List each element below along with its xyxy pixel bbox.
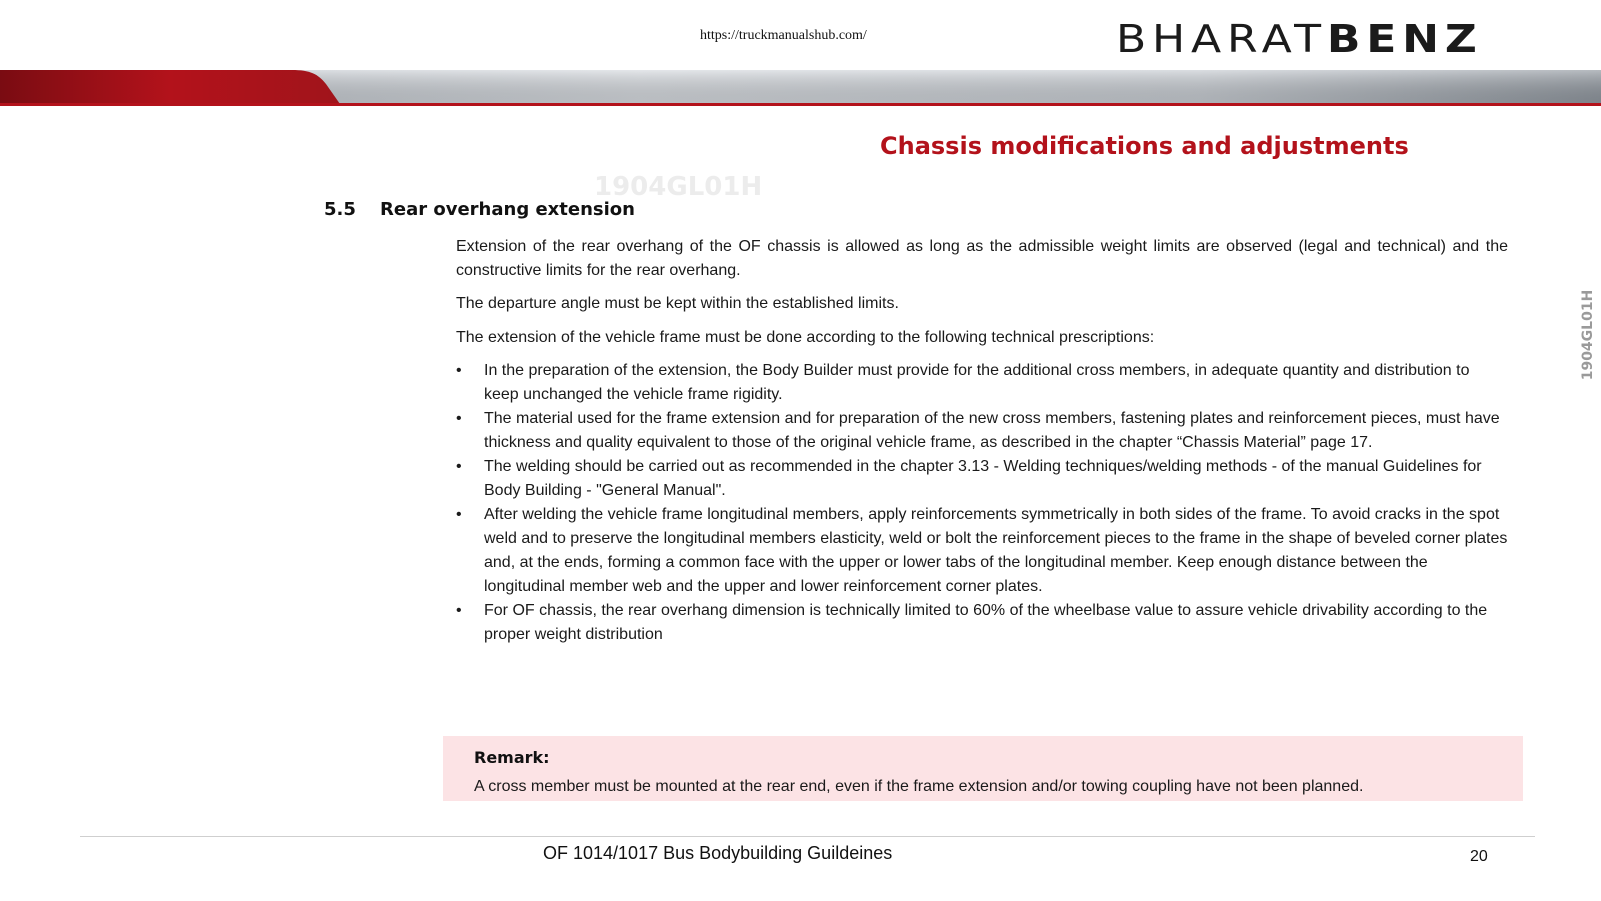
watermark-side: 1904GL01H xyxy=(1580,289,1596,381)
list-item xyxy=(456,599,1508,647)
list-item-text: The welding should be carried out as recommended in the chapter 3.13 - Welding techniques/welding methods - of the manual Guidelines for Body Building - "General Manual". xyxy=(484,458,1482,499)
bullet-icon: • xyxy=(456,602,462,619)
subsection-number: 5.5 xyxy=(324,199,356,220)
footer-title: OF 1014/1017 Bus Bodybuilding Guildeines xyxy=(543,843,893,863)
list-item xyxy=(456,407,1508,455)
bullet-icon: • xyxy=(456,362,462,379)
watermark-top: 1904GL01H xyxy=(594,172,763,202)
list-item-text: For OF chassis, the rear overhang dimension is technically limited to 60% of the wheelbase value to assure vehicle drivability according to the proper weight distribution xyxy=(484,602,1488,643)
bullet-icon: • xyxy=(456,506,462,523)
list-item-text: In the preparation of the extension, the Body Builder must provide for the additional cross members, in adequate quantity and distribution to keep unchanged the vehicle frame rigidity. xyxy=(484,362,1470,403)
list-item xyxy=(456,359,1508,407)
list-item xyxy=(456,455,1508,503)
header-band xyxy=(0,70,1601,108)
paragraph-3: The extension of the vehicle frame must be done according to the following technical prescriptions: xyxy=(456,329,1155,346)
subsection-heading xyxy=(324,199,635,220)
logo-light-text: BHARAT xyxy=(1116,17,1327,61)
source-url: https://truckmanualshub.com/ xyxy=(700,28,867,43)
section-title: Chassis modifications and adjustments xyxy=(880,132,1409,160)
list-item-text: After welding the vehicle frame longitudinal members, apply reinforcements symmetrically in both sides of the frame. To avoid cracks in the spot weld and to preserve the longitudinal members elasticity, weld or bolt the reinforcement pieces to the frame in the shape of beveled corner plates and, at the ends, forming a common face with the upper or lower tabs of the longitudinal member. Keep enough distance between the longitudinal member web and the upper and lower reinforcement corner plates. xyxy=(484,506,1508,595)
prescription-list xyxy=(456,359,1508,647)
remark-text: A cross member must be mounted at the rear end, even if the frame extension and/or towing coupling have not been planned. xyxy=(474,778,1364,795)
bullet-icon: • xyxy=(456,410,462,427)
bharatbenz-logo xyxy=(1116,17,1483,61)
bullet-icon: • xyxy=(456,458,462,475)
list-item xyxy=(456,503,1508,599)
remark-box xyxy=(443,736,1523,801)
remark-title: Remark: xyxy=(474,748,550,767)
paragraph-1: Extension of the rear overhang of the OF chassis is allowed as long as the admissible weight limits are observed (legal and technical) and the constructive limits for the rear overhang. xyxy=(456,238,1508,279)
footer-divider xyxy=(80,836,1535,837)
list-item-text: The material used for the frame extension and for preparation of the new cross members, fastening plates and reinforcement pieces, must have thickness and quality equivalent to those of the original vehicle frame, as described in the chapter “Chassis Material” page 17. xyxy=(484,410,1500,451)
subsection-title: Rear overhang extension xyxy=(380,199,635,220)
paragraph-2: The departure angle must be kept within the established limits. xyxy=(456,295,899,312)
logo-bold-text: BENZ xyxy=(1326,17,1483,61)
page-number: 20 xyxy=(1470,848,1488,865)
